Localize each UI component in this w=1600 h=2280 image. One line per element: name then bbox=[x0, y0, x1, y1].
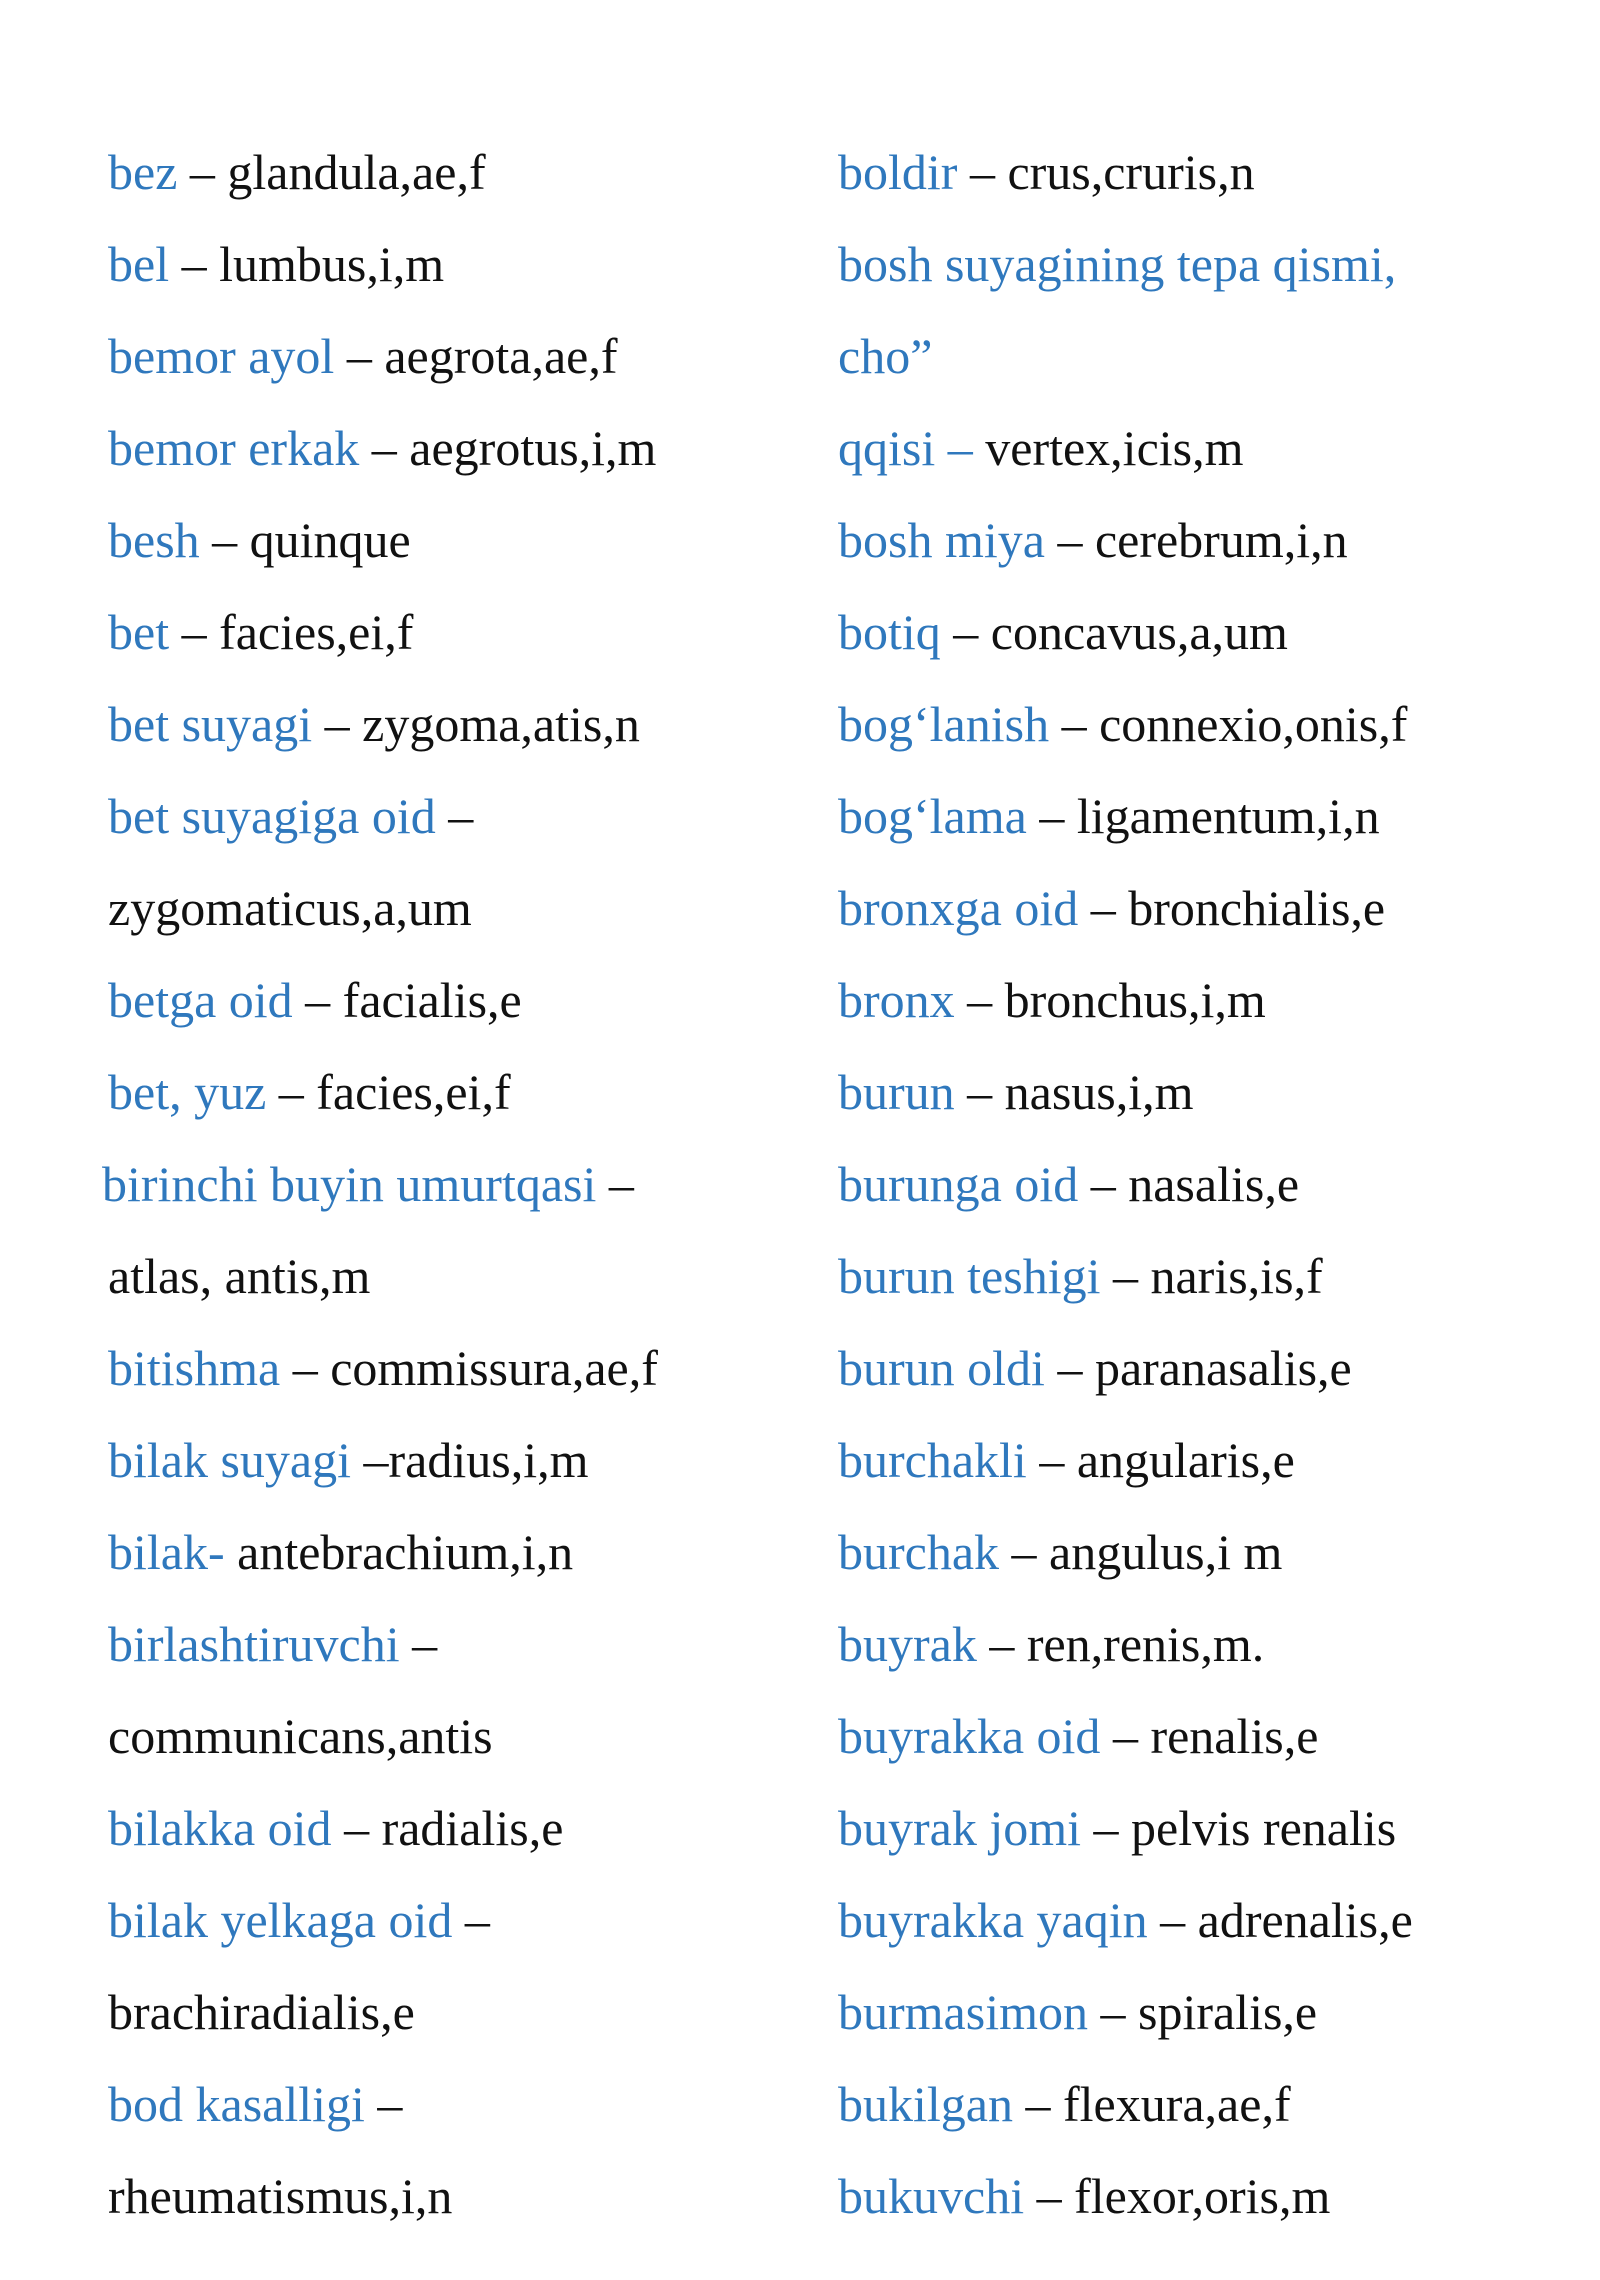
entry-term: buyrakka oid bbox=[838, 1708, 1101, 1764]
entry-line bbox=[838, 954, 1578, 1046]
entry-term: bilak yelkaga oid bbox=[108, 1892, 453, 1948]
entry-term: burchak bbox=[838, 1524, 1000, 1580]
entry-term: bemor erkak bbox=[108, 420, 360, 476]
entry-translation: – pelvis renalis bbox=[1081, 1800, 1397, 1856]
entry-line bbox=[108, 126, 808, 218]
entry-translation: – paranasalis,e bbox=[1044, 1340, 1352, 1396]
entry-term: bronx bbox=[838, 972, 955, 1028]
entry-line bbox=[108, 586, 808, 678]
entry-translation: zygomaticus,a,um bbox=[108, 880, 472, 936]
entry-translation: – aegrotus,i,m bbox=[359, 420, 657, 476]
entry-line bbox=[108, 310, 808, 402]
entry-translation: – cerebrum,i,n bbox=[1044, 512, 1348, 568]
entry-line bbox=[108, 2058, 808, 2150]
entry-line bbox=[838, 1782, 1578, 1874]
entry-line bbox=[838, 218, 1578, 310]
entry-translation: – facies,ei,f bbox=[169, 604, 414, 660]
entry-term: bilak- bbox=[108, 1524, 225, 1580]
entry-line bbox=[108, 1322, 808, 1414]
entry-term: birinchi buyin umurtqasi bbox=[102, 1156, 597, 1212]
entry-translation: – bronchus,i,m bbox=[954, 972, 1266, 1028]
entry-line bbox=[108, 2150, 808, 2242]
entry-term: buyrak jomi bbox=[838, 1800, 1082, 1856]
entry-translation: – bbox=[364, 2076, 403, 2132]
entry-line bbox=[838, 678, 1578, 770]
entry-line bbox=[838, 1506, 1578, 1598]
entry-line bbox=[838, 1322, 1578, 1414]
entry-term: cho” bbox=[838, 328, 933, 384]
entry-translation: – renalis,e bbox=[1100, 1708, 1319, 1764]
entry-term: burchakli bbox=[838, 1432, 1027, 1488]
entry-term: bog‘lama bbox=[838, 788, 1027, 844]
entry-line bbox=[838, 2058, 1578, 2150]
entry-translation: – angularis,e bbox=[1026, 1432, 1295, 1488]
entry-line bbox=[838, 310, 1578, 402]
entry-term: betga oid bbox=[108, 972, 293, 1028]
entry-term: besh bbox=[108, 512, 200, 568]
entry-line bbox=[108, 678, 808, 770]
entry-translation: – angulus,i m bbox=[999, 1524, 1283, 1580]
entry-term: bilak suyagi bbox=[108, 1432, 352, 1488]
entry-line bbox=[108, 1414, 808, 1506]
entry-translation: – facialis,e bbox=[292, 972, 522, 1028]
entry-line bbox=[108, 402, 808, 494]
entry-term: boldir bbox=[838, 144, 958, 200]
entry-line bbox=[108, 862, 808, 954]
entry-translation: – commissura,ae,f bbox=[280, 1340, 658, 1396]
entry-translation: antebrachium,i,n bbox=[224, 1524, 574, 1580]
entry-line bbox=[838, 1874, 1578, 1966]
entry-term: bukuvchi bbox=[838, 2168, 1025, 2224]
entry-term: bet suyagi bbox=[108, 696, 313, 752]
entry-translation: – bbox=[452, 1892, 490, 1948]
entry-line bbox=[838, 1966, 1578, 2058]
entry-translation: – concavus,a,um bbox=[940, 604, 1288, 660]
entry-translation: – glandula,ae,f bbox=[177, 144, 486, 200]
entry-term: bez bbox=[108, 144, 178, 200]
entry-term: bukilgan bbox=[838, 2076, 1013, 2132]
entry-term: bitishma bbox=[108, 1340, 281, 1396]
entry-term: bog‘lanish bbox=[838, 696, 1050, 752]
entry-line bbox=[102, 1138, 808, 1230]
entry-line bbox=[108, 1690, 808, 1782]
entry-translation: – connexio,onis,f bbox=[1049, 696, 1408, 752]
entry-term: buyrak bbox=[838, 1616, 977, 1672]
entry-translation: – ligamentum,i,n bbox=[1026, 788, 1380, 844]
entry-term: bet bbox=[108, 604, 170, 660]
entry-term: bod kasalligi bbox=[108, 2076, 365, 2132]
entry-translation: – radialis,e bbox=[331, 1800, 564, 1856]
entry-translation: – facies,ei,f bbox=[266, 1064, 511, 1120]
entry-line bbox=[838, 494, 1578, 586]
entry-line bbox=[108, 1506, 808, 1598]
entry-term: burun teshigi bbox=[838, 1248, 1101, 1304]
entry-line bbox=[108, 1782, 808, 1874]
entry-term: bet suyagiga oid bbox=[108, 788, 436, 844]
entry-line bbox=[108, 218, 808, 310]
left-column bbox=[102, 126, 808, 2242]
entry-line bbox=[838, 1230, 1578, 1322]
entry-line bbox=[838, 770, 1578, 862]
entry-translation: – flexura,ae,f bbox=[1012, 2076, 1291, 2132]
entry-translation: – crus,cruris,n bbox=[957, 144, 1255, 200]
entry-line bbox=[108, 494, 808, 586]
entry-translation: communicans,antis bbox=[108, 1708, 493, 1764]
entry-translation: vertex,icis,m bbox=[972, 420, 1244, 476]
entry-line bbox=[108, 1966, 808, 2058]
entry-term: burun bbox=[838, 1064, 955, 1120]
entry-translation: rheumatismus,i,n bbox=[108, 2168, 453, 2224]
entry-line bbox=[838, 1414, 1578, 1506]
entry-line bbox=[108, 770, 808, 862]
entry-line bbox=[108, 1046, 808, 1138]
entry-translation: – bronchialis,e bbox=[1078, 880, 1386, 936]
entry-translation: – naris,is,f bbox=[1100, 1248, 1323, 1304]
entry-line bbox=[838, 2150, 1578, 2242]
entry-translation: –radius,i,m bbox=[351, 1432, 589, 1488]
entry-term: birlashtiruvchi bbox=[108, 1616, 400, 1672]
entry-line bbox=[838, 1690, 1578, 1782]
entry-line bbox=[838, 1138, 1578, 1230]
entry-translation: brachiradialis,e bbox=[108, 1984, 415, 2040]
entry-translation: atlas, antis,m bbox=[108, 1248, 371, 1304]
entry-translation: – bbox=[435, 788, 474, 844]
entry-translation: – flexor,oris,m bbox=[1024, 2168, 1331, 2224]
entry-line bbox=[838, 1598, 1578, 1690]
entry-line bbox=[108, 954, 808, 1046]
entry-line bbox=[838, 586, 1578, 678]
entry-term: bet, yuz bbox=[108, 1064, 267, 1120]
entry-line bbox=[838, 126, 1578, 218]
entry-term: burunga oid bbox=[838, 1156, 1079, 1212]
entry-translation: – nasus,i,m bbox=[954, 1064, 1194, 1120]
right-column bbox=[838, 126, 1578, 2242]
entry-translation: – nasalis,e bbox=[1078, 1156, 1300, 1212]
entry-translation: – adrenalis,e bbox=[1147, 1892, 1413, 1948]
entry-term: burmasimon bbox=[838, 1984, 1088, 2040]
entry-term: burun oldi bbox=[838, 1340, 1045, 1396]
entry-term: buyrakka yaqin bbox=[838, 1892, 1148, 1948]
entry-translation: – bbox=[399, 1616, 438, 1672]
entry-translation: – zygoma,atis,n bbox=[312, 696, 640, 752]
entry-line bbox=[108, 1598, 808, 1690]
entry-line bbox=[838, 1046, 1578, 1138]
entry-term: bosh miya bbox=[838, 512, 1045, 568]
entry-term: bosh suyagining tepa qismi, bbox=[838, 236, 1397, 292]
entry-translation: – lumbus,i,m bbox=[169, 236, 445, 292]
entry-line bbox=[108, 1874, 808, 1966]
entry-term: bilakka oid bbox=[108, 1800, 332, 1856]
entry-term: qqisi – bbox=[838, 420, 973, 476]
entry-line bbox=[838, 862, 1578, 954]
entry-translation: – quinque bbox=[199, 512, 411, 568]
entry-term: bel bbox=[108, 236, 170, 292]
entry-line bbox=[108, 1230, 808, 1322]
entry-term: bemor ayol bbox=[108, 328, 335, 384]
entry-term: botiq bbox=[838, 604, 941, 660]
entry-translation: – ren,renis,m. bbox=[976, 1616, 1265, 1672]
entry-term: bronxga oid bbox=[838, 880, 1079, 936]
entry-translation: – aegrota,ae,f bbox=[334, 328, 618, 384]
entry-translation: – bbox=[596, 1156, 634, 1212]
entry-translation: – spiralis,e bbox=[1087, 1984, 1318, 2040]
entry-line bbox=[838, 402, 1578, 494]
